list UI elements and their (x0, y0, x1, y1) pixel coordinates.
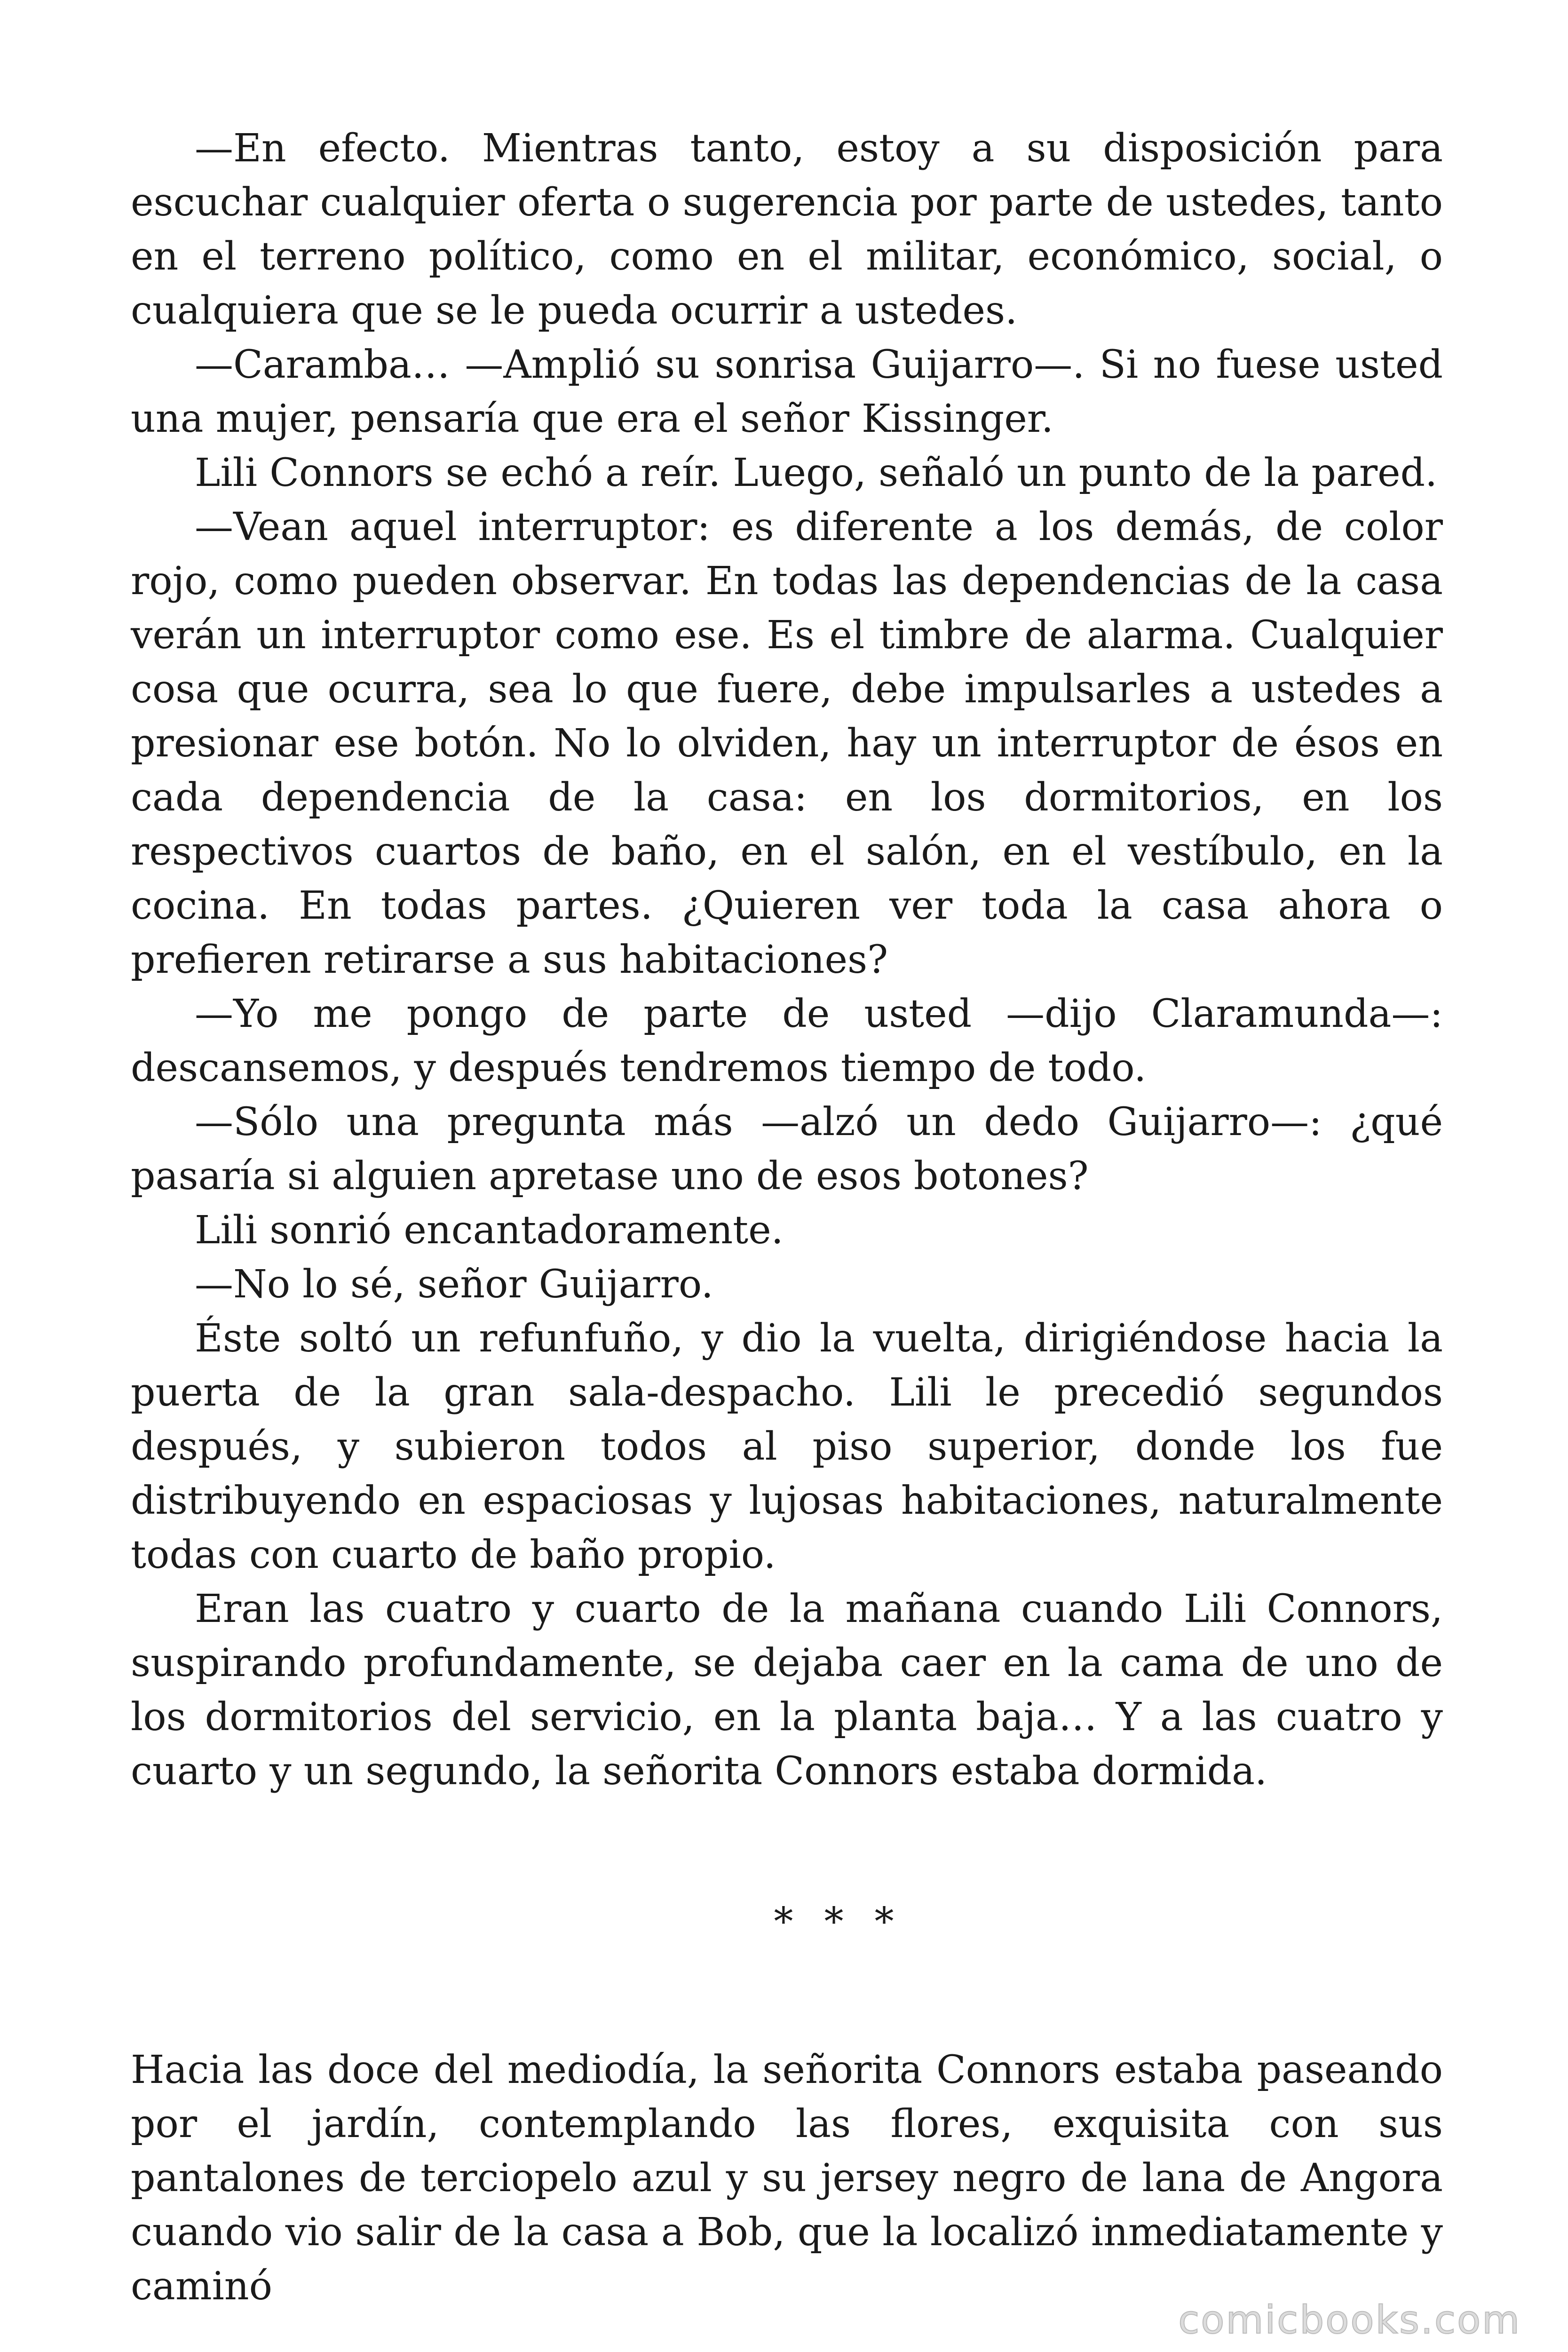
paragraph: —Caramba… —Amplió su sonrisa Guijarro—. Si no fuese usted una mujer, pensaría que era el señor Kissinger. (131, 342, 1443, 441)
paragraph: —Yo me pongo de parte de usted —dijo Claramunda—: descansemos, y después tendremos tiempo de todo. (131, 992, 1443, 1090)
paragraph: —En efecto. Mientras tanto, estoy a su disposición para escuchar cualquier oferta o sugerencia por parte de ustedes, tanto en el terreno político, como en el militar, económico, social, o cualquiera que se le pueda ocurrir a ustedes. (131, 126, 1443, 333)
paragraph: —Sólo una pregunta más —alzó un dedo Guijarro—: ¿qué pasaría si alguien apretase uno de esos botones? (131, 1100, 1443, 1199)
paragraph: Lili Connors se echó a reír. Luego, señaló un punto de la pared. (195, 451, 1438, 495)
paragraph: Éste soltó un refunfuño, y dio la vuelta, dirigiéndose hacia la puerta de la gran sala-despacho. Lili le precedió segundos después, y subieron todos al piso superior, donde los fue distribuyendo en espaciosas y lujosas habitaciones, naturalmente todas con cuarto de baño propio. (131, 1316, 1443, 1577)
paragraph-after-break: Hacia las doce del mediodía, la señorita Connors estaba paseando por el jardín, contemplando las flores, exquisita con sus pantalones de terciopelo azul y su jersey negro de lana de Angora cuando vio salir de la casa a Bob, que la localizó inmediatamente y caminó (131, 2048, 1443, 2309)
paragraph: —Vean aquel interruptor: es diferente a los demás, de color rojo, como pueden observar. En todas las dependencias de la casa verán un interruptor como ese. Es el timbre de alarma. Cualquier cosa que ocurra, sea lo que fuere, debe impulsarles a ustedes a presionar ese botón. No lo olviden, hay un interruptor de ésos en cada dependencia de la casa: en los dormitorios, en los respectivos cuartos de baño, en el salón, en el vestíbulo, en la cocina. En todas partes. ¿Quieren ver toda la casa ahora o prefieren retirarse a sus habitaciones? (131, 505, 1443, 982)
watermark: comicbooks.com (1178, 2298, 1521, 2343)
paragraph: Eran las cuatro y cuarto de la mañana cuando Lili Connors, suspirando profundamente, se dejaba caer en la cama de uno de los dormitorios del servicio, en la planta baja… Y a las cuatro y cuarto y un segundo, la señorita Connors estaba dormida. (131, 1587, 1443, 1794)
page-body (131, 121, 1443, 2313)
paragraph: Lili sonrió encantadoramente. (195, 1208, 784, 1253)
paragraph: —No lo sé, señor Guijarro. (195, 1262, 713, 1307)
section-break: * * * (774, 1899, 903, 1944)
